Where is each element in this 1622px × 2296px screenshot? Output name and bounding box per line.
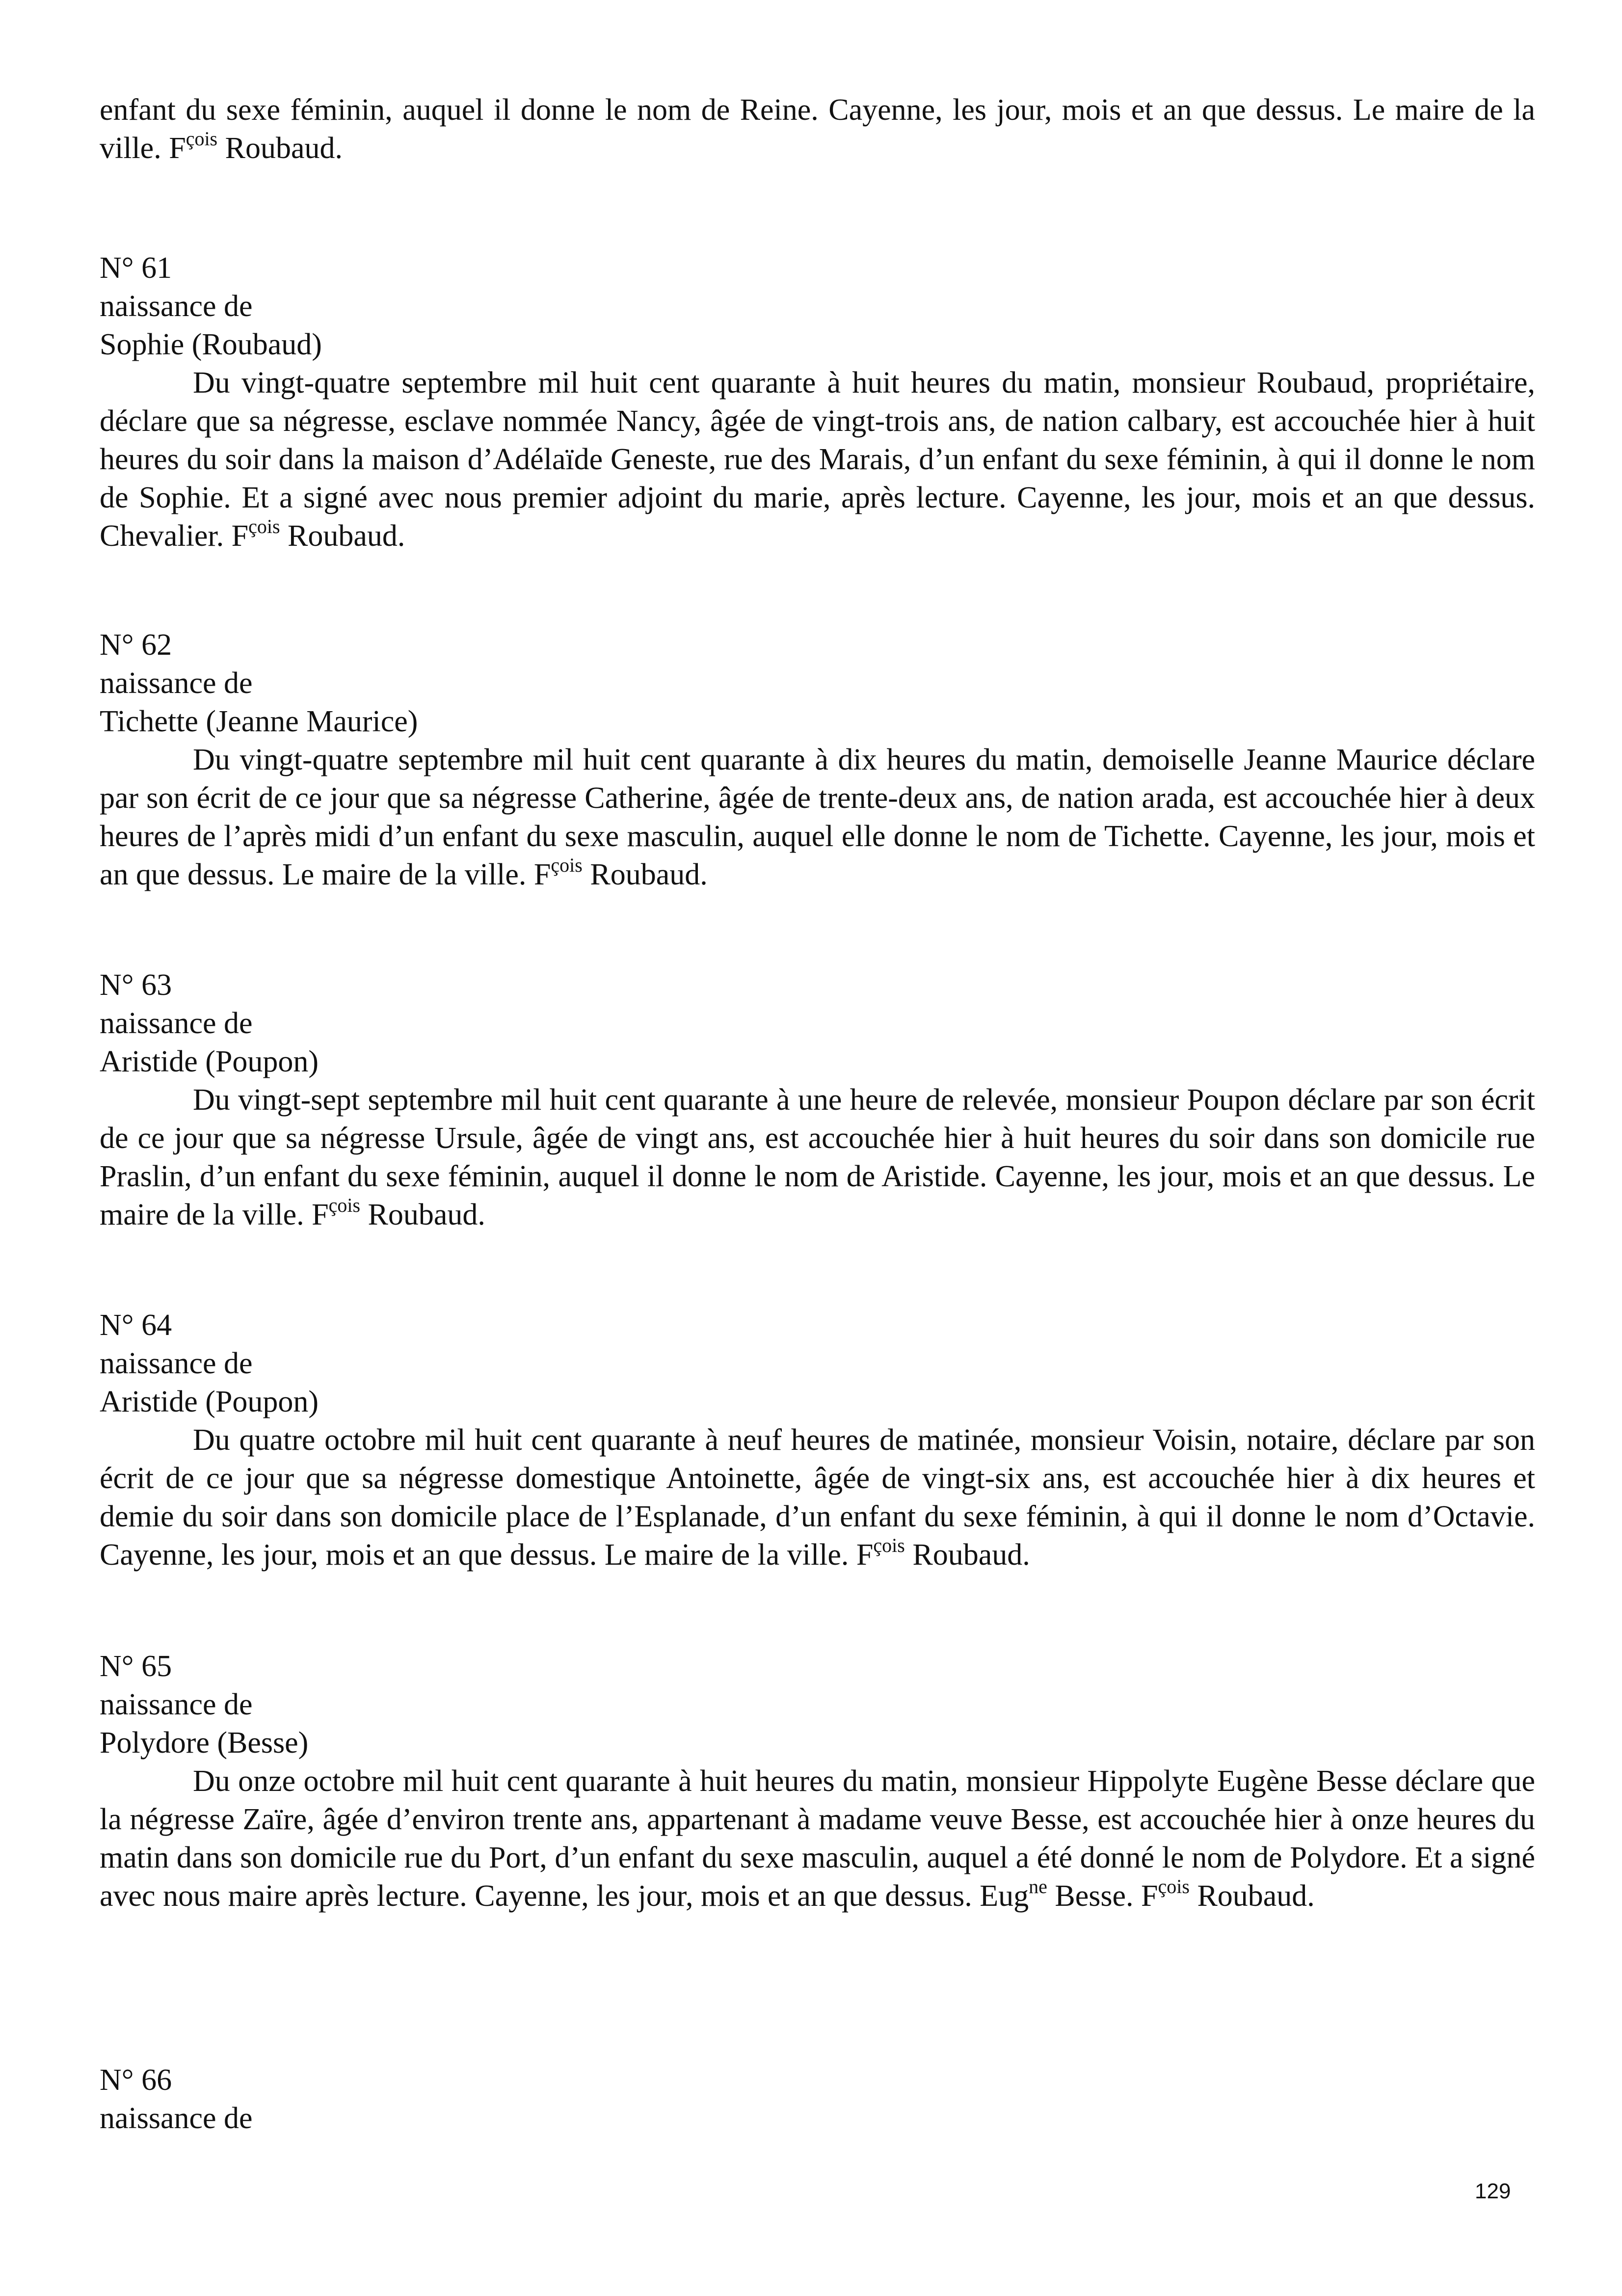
entry-body: Du vingt-sept septembre mil huit cent quarante à une heure de relevée, monsieur Poupon déclare par son écrit de ce jour que sa négresse Ursule, âgée de vingt ans, est accouchée hier à huit heures du soir dans son domicile rue Praslin, d’un enfant du sexe féminin, auquel il donne le nom de Aristide. Cayenne, les jour, mois et an que dessus. Le maire de la ville. $F^{çois}$ Roubaud. <box>100 1083 1535 1231</box>
entry-62 <box>100 626 1535 894</box>
continuation-paragraph <box>100 91 1535 167</box>
entry-type: naissance de <box>100 1347 253 1380</box>
entry-name: Aristide (Poupon) <box>100 1385 319 1418</box>
entry-body: Du vingt-quatre septembre mil huit cent quarante à huit heures du matin, monsieur Roubaud, propriétaire, déclare que sa négresse, esclave nommée Nancy, âgée de vingt-trois ans, de nation calbary, est accouchée hier à huit heures du soir dans la maison d’Adélaïde Geneste, rue des Marais, d’un enfant du sexe féminin, à qui il donne le nom de Sophie. Et a signé avec nous premier adjoint du marie, après lecture. Cayenne, les jour, mois et an que dessus. Chevalier. $F^{çois}$ Roubaud. <box>100 366 1535 553</box>
entry-61 <box>100 249 1535 555</box>
entry-66 <box>100 2061 1535 2137</box>
entry-number: N° 63 <box>100 968 172 1002</box>
entry-name: Aristide (Poupon) <box>100 1045 319 1078</box>
continuation-text: enfant du sexe féminin, auquel il donne le nom de Reine. Cayenne, les jour, mois et an que dessus. Le maire de la ville. $F^{çois}$ Roubaud. <box>100 93 1535 165</box>
page-number: 129 <box>1475 2179 1511 2203</box>
superscript-abbrev: çois <box>248 515 280 538</box>
entry-number: N° 65 <box>100 1650 172 1683</box>
entry-type: naissance de <box>100 1007 253 1040</box>
entry-63 <box>100 966 1535 1234</box>
entry-number: N° 64 <box>100 1308 172 1342</box>
entry-64 <box>100 1306 1535 1574</box>
entry-type: naissance de <box>100 290 253 323</box>
entry-number: N° 66 <box>100 2063 172 2097</box>
superscript-abbrev: çois <box>186 128 218 150</box>
superscript-abbrev: çois <box>1158 1875 1190 1898</box>
superscript-abbrev: çois <box>873 1534 905 1557</box>
entry-name: Polydore (Besse) <box>100 1726 309 1760</box>
entry-number: N° 62 <box>100 628 172 662</box>
entry-name: Tichette (Jeanne Maurice) <box>100 705 418 738</box>
entry-body: Du quatre octobre mil huit cent quarante à neuf heures de matinée, monsieur Voisin, notaire, déclare par son écrit de ce jour que sa négresse domestique Antoinette, âgée de vingt-six ans, est accouchée hier à dix heures et demie du soir dans son domicile place de l’Esplanade, d’un enfant du sexe féminin, à qui il donne le nom d’Octavie. Cayenne, les jour, mois et an que dessus. Le maire de la ville. $F^{çois}$ Roubaud. <box>100 1423 1535 1572</box>
entry-type: naissance de <box>100 1688 253 1721</box>
entry-type: naissance de <box>100 667 253 700</box>
entry-body: Du vingt-quatre septembre mil huit cent quarante à dix heures du matin, demoiselle Jeanne Maurice déclare par son écrit de ce jour que sa négresse Catherine, âgée de trente-deux ans, de nation arada, est accouchée hier à deux heures de l’après midi d’un enfant du sexe masculin, auquel elle donne le nom de Tichette. Cayenne, les jour, mois et an que dessus. Le maire de la ville. $F^{çois}$ Roubaud. <box>100 743 1535 891</box>
entry-type: naissance de <box>100 2102 253 2135</box>
superscript-abbrev: ne <box>1029 1875 1047 1898</box>
superscript-abbrev: çois <box>551 854 583 877</box>
entry-name: Sophie (Roubaud) <box>100 328 322 361</box>
entry-number: N° 61 <box>100 251 172 285</box>
superscript-abbrev: çois <box>328 1194 361 1217</box>
entry-65 <box>100 1647 1535 1915</box>
entry-body: Du onze octobre mil huit cent quarante à huit heures du matin, monsieur Hippolyte Eugène Besse déclare que la négresse Zaïre, âgée d’environ trente ans, appartenant à madame veuve Besse, est accouchée hier à onze heures du matin dans son domicile rue du Port, d’un enfant du sexe masculin, auquel a été donné le nom de Polydore. Et a signé avec nous maire après lecture. Cayenne, les jour, mois et an que dessus. Eug$^{ne}$ Besse. $F^{çois}$ Roubaud. <box>100 1764 1535 1913</box>
